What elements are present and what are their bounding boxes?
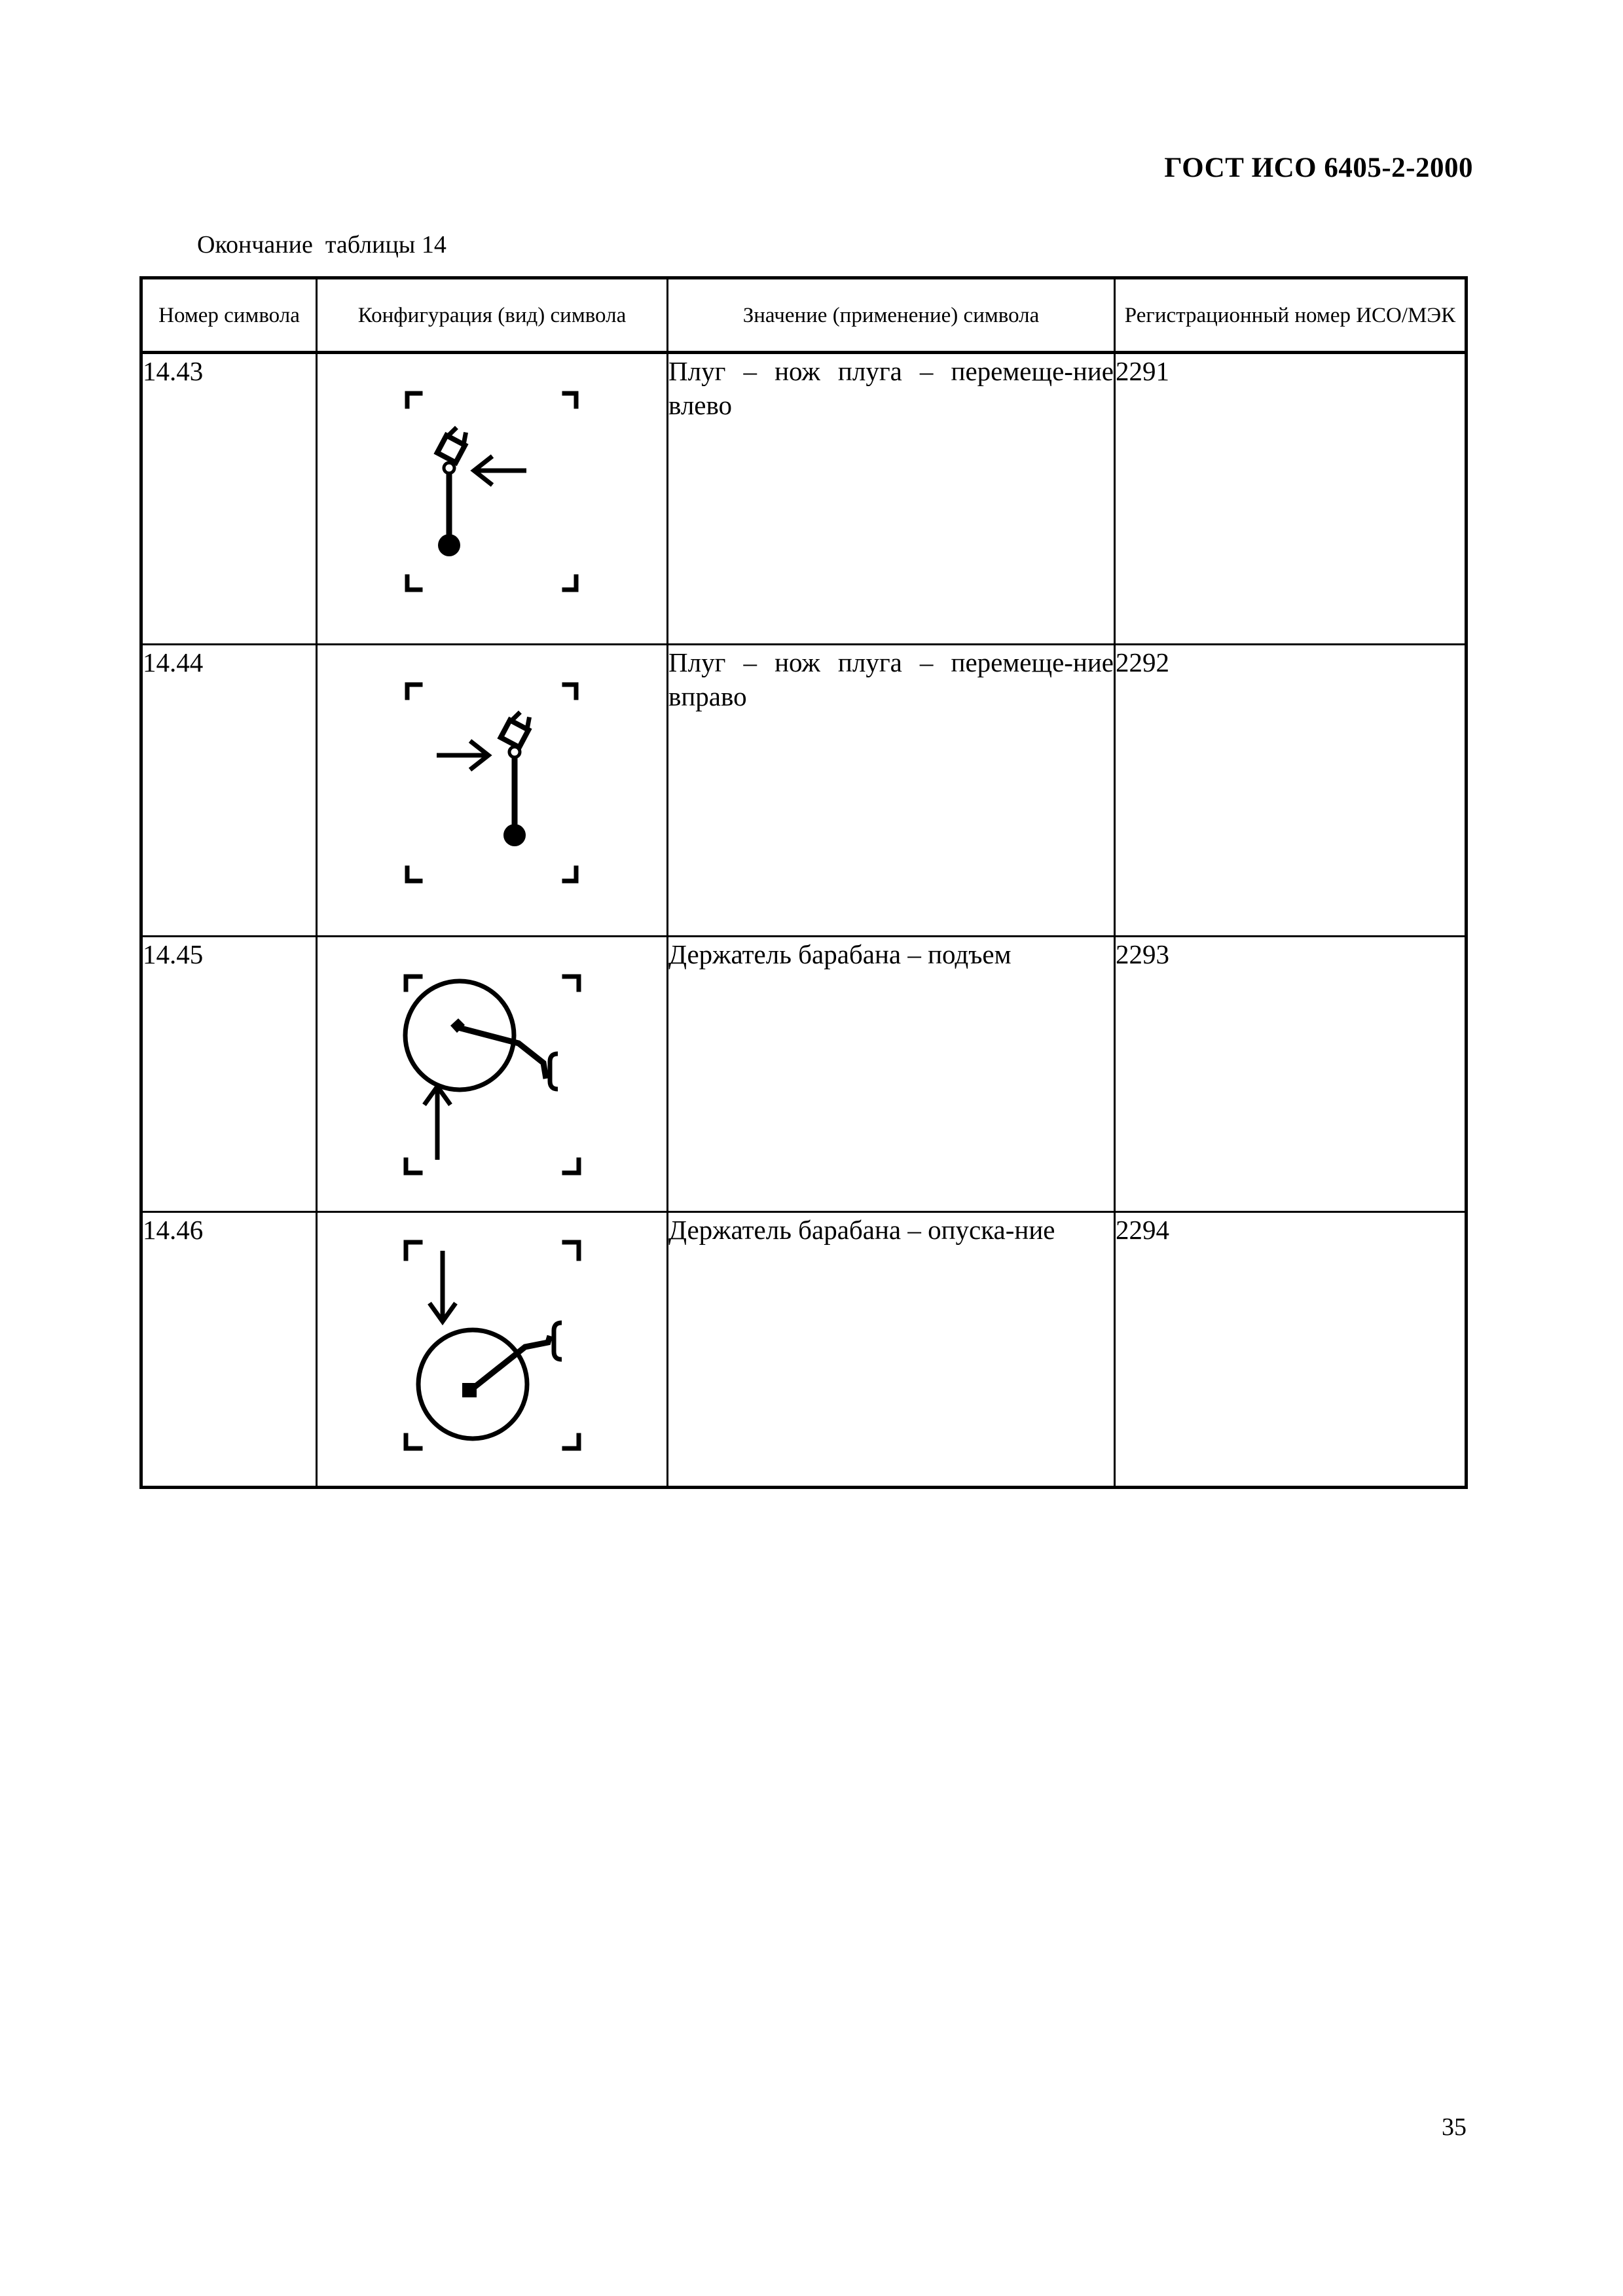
symbol-meaning: Держатель барабана – опуска-ние: [668, 1212, 1115, 1488]
drum-holder-lower-icon: [374, 1213, 610, 1475]
symbol-cell: [317, 645, 668, 937]
symbol-meaning: Плуг – нож плуга – перемеще-ние влево: [668, 353, 1115, 645]
table-row: [141, 1212, 1467, 1488]
plow-blade-move-right-icon: [374, 645, 610, 920]
symbol-meaning: Держатель барабана – подъем: [668, 937, 1115, 1212]
registration-number: 2291: [1115, 353, 1467, 645]
page-number: 35: [1442, 2113, 1467, 2141]
plow-blade-move-left-icon: [374, 354, 610, 629]
symbol-cell: [317, 937, 668, 1212]
column-header-symbol: Конфигурация (вид) символа: [317, 278, 668, 353]
table-row: [141, 937, 1467, 1212]
symbol-number: 14.45: [141, 937, 317, 1212]
symbols-table: [139, 276, 1468, 1489]
registration-number: 2294: [1115, 1212, 1467, 1488]
symbol-meaning: Плуг – нож плуга – перемеще-ние вправо: [668, 645, 1115, 937]
drum-holder-raise-icon: [374, 937, 610, 1199]
symbol-number: 14.44: [141, 645, 317, 937]
symbol-cell: [317, 353, 668, 645]
registration-number: 2292: [1115, 645, 1467, 937]
column-header-number: Номер символа: [141, 278, 317, 353]
document-standard-header: ГОСТ ИСО 6405-2-2000: [1164, 152, 1473, 183]
column-header-meaning: Значение (применение) символа: [668, 278, 1115, 353]
symbol-cell: [317, 1212, 668, 1488]
column-header-reg-number: Регистрационный номер ИСО/МЭК: [1115, 278, 1467, 353]
symbol-number: 14.46: [141, 1212, 317, 1488]
table-header-row: [141, 278, 1467, 353]
table-caption: Окончание таблицы 14: [197, 231, 447, 259]
table-row: [141, 353, 1467, 645]
table-row: [141, 645, 1467, 937]
registration-number: 2293: [1115, 937, 1467, 1212]
symbol-number: 14.43: [141, 353, 317, 645]
